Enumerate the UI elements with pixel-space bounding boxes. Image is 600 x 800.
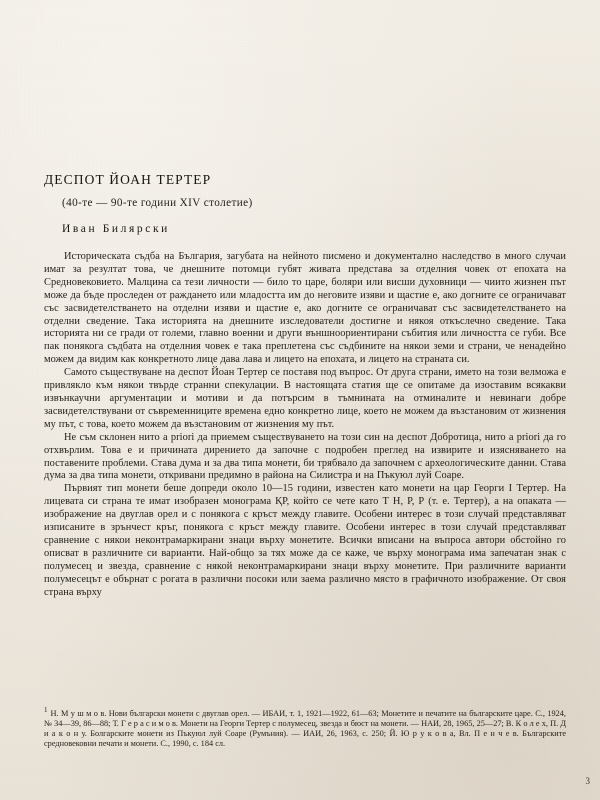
page-number: 3 [585, 776, 590, 786]
page-subtitle: (40-те — 90-те години XIV столетие) [62, 197, 253, 209]
article-content [44, 172, 566, 599]
page-title: ДЕСПОТ ЙОАН ТЕРТЕР [44, 172, 212, 187]
paragraph: Самото съществуване на деспот Йоан Тертер се поставя под въпрос. От друга страни, името на този велможа е привлякло към някои твърде странни спекулации. В настоящата статия ще се опитаме да изоставим всякакви извънкаучни аргументации и мотиви и да потърсим в тъмнината на отминалите и невинаги добре засвидетелствувани от съвременниците времена едно конкретно лице, което не можем да възстановим от жизнения му път, с това, което можем да възстановим от жизнения му път. [44, 367, 566, 430]
paragraph: Не съм склонен нито a priori да приемем съществуването на този син на деспот Добротица, нито a priori да го отхвърлим. Това е и причината дирението да започне с подробен преглед на извирите и изясняването на поставените проблеми. Става дума и за два типа монети, би трябвало да започнем с археологическите данни. Става дума за два типа монети, откривани предимно в района на Силистра и на Пъкуюл луй Соаре. [44, 431, 566, 482]
author-name: Иван Билярски [62, 223, 170, 235]
footnote [44, 705, 566, 750]
paragraph: Историческата съдба на България, загубата на нейното писмено и документално наследство в много случаи имат за резултат това, че днешните потомци губят живата представа за отделния човек от епохата на Средновековието. Малцина са тези личности — било то царе, боляри или висши духовници — чиито жизнен път може да бъде проследен от раждането или младостта им до неговите изяви и щастие е, ако догните се ограничават със засвидетелстването на отделни изяви и щастие е, ако догните се ограничават със засвидетелстването на отделни сведение. Така историята на днешните изследователи достигне и някоя откъслечно сведение. Така историята ни се гради от големи, главно военни и други външноориентирани събития или личността се губи. Все пак понякога съдбата на отделния човек е така преплетена със съдбините на някои земи и страни, че ненадейно можем да видим как конкретното лице дава лава и лицето на епохата, и лицето на страната си. [44, 251, 566, 366]
body-text [44, 251, 566, 599]
paragraph: Първият тип монети беше допреди около 10—15 години, известен като монети на цар Георги I Тертер. На лицевата си страна те имат изобразен монограма ҚР, който се чете като Т Н, Р, Р (т. е. Тертер), а на опаката — изображение на двуглав орел и с понякога с кръст между главите. Особени интерес в този случай представляват изписаните в зрънчест кръг, понякога с кръст между главите. Особени интерес в този случай представляват сравнение с някои неконтрамаркирани знаци върху монетите. Всички вписани на въпроса автори обстойно го описват в различните си варианти. Най-общо за тях може да се каже, че върху монограма има запечатан знак с полумесец и звезда, сравнение с някой неконтрамаркирани знаци върху монетите. При различните варианти полумесецът е обърнат с рогата в различни посоки или заема различно място в графичното изображение. От своя страна върху [44, 483, 566, 598]
footnote-text: Н. М у ш м о в. Нови български монети с двуглав орел. — ИБАИ, т. 1, 1921—1922, 61—63; Монетите и печатите на българските царе. С., 1924, № 34—39, 86—88; Т. Г е р а с и м о в. Монети на Георги Тертер с полумесец, звезда и бюст на монети. — НАИ, 28, 1965, 25—27; В. К о л е х, П. Д и а к о н у. Болгарските монети из Пъкуюл луй Соаре (Румъния). — ИАИ, 26, 1963, с. 250; Й. Ю р у к о в а, Вл. П е н ч е в. Българските средновековни печати и монети. С., 1990, с. 184 сл. [44, 708, 566, 749]
footnote-marker: 1 [44, 706, 48, 714]
